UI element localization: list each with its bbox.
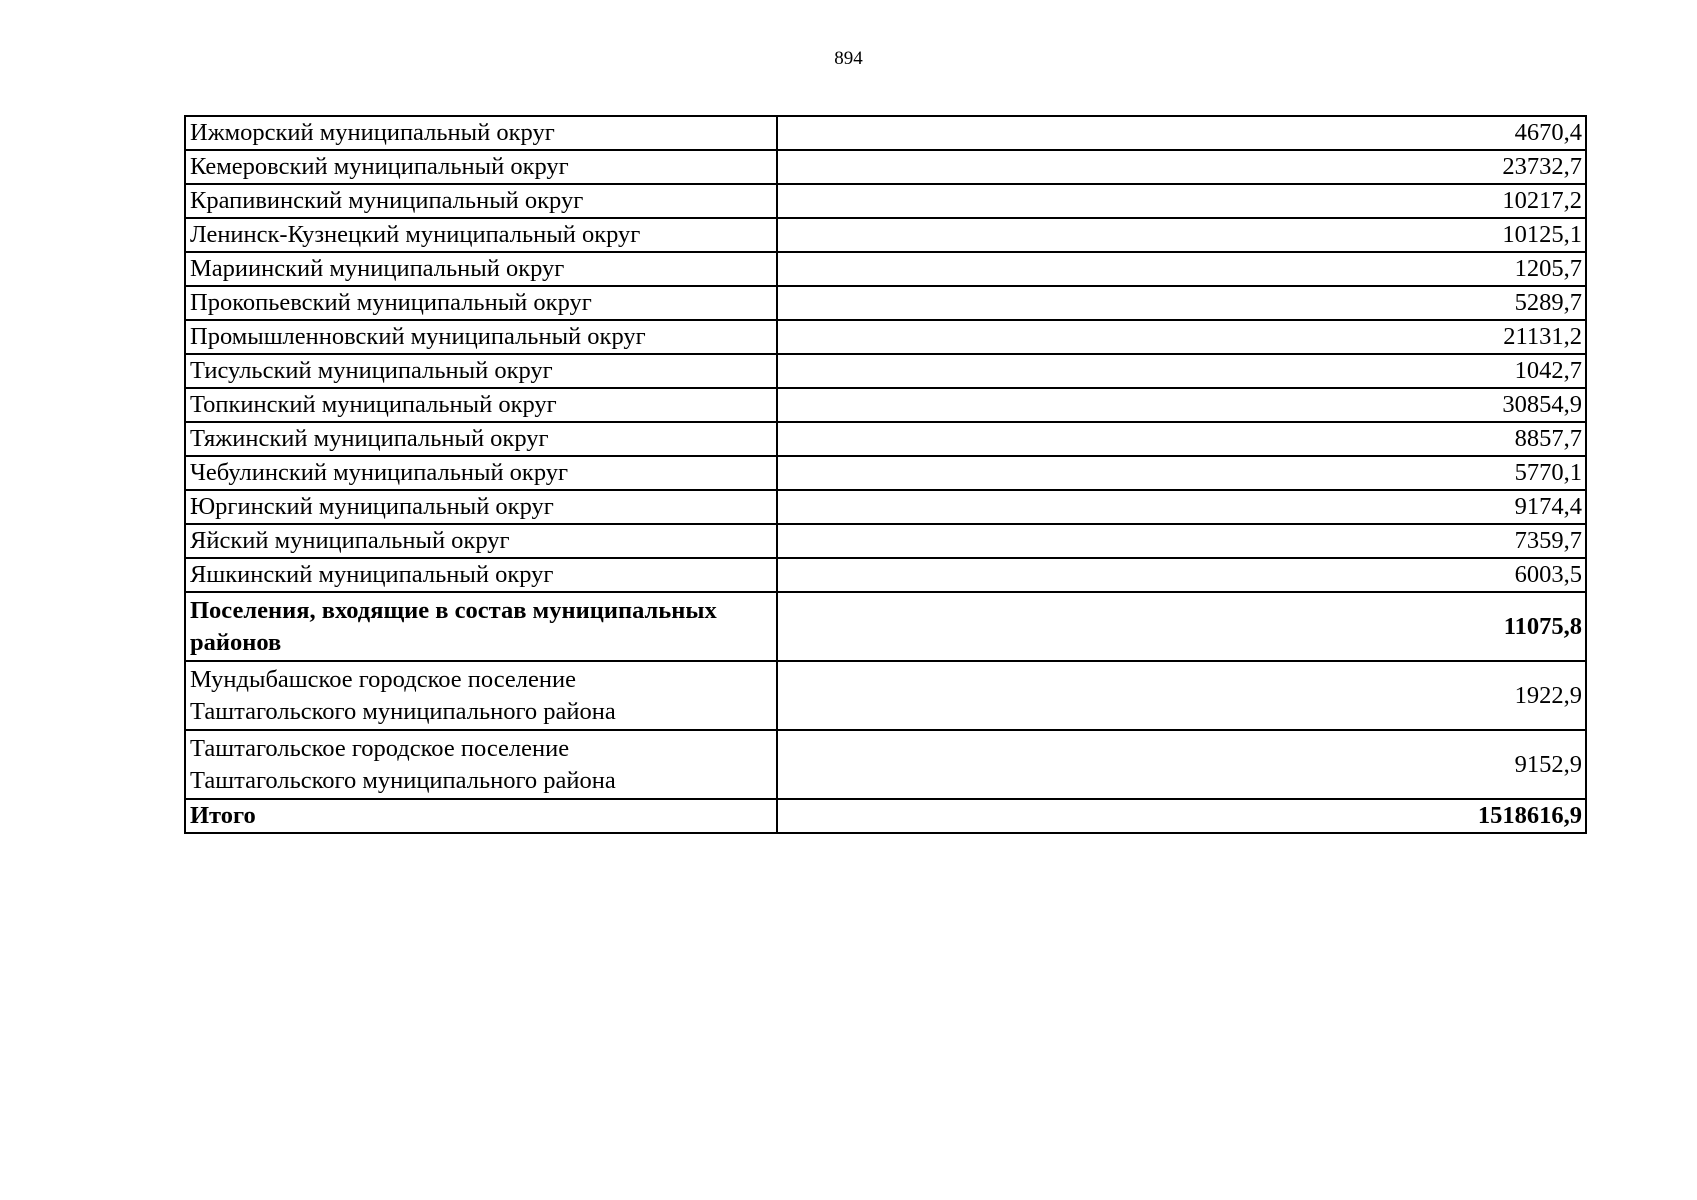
- amount-value: 21131,2: [777, 320, 1586, 354]
- total-label: Итого: [185, 799, 777, 833]
- municipality-name: Кемеровский муниципальный округ: [185, 150, 777, 184]
- municipality-name: Чебулинский муниципальный округ: [185, 456, 777, 490]
- section-subtotal-row: [185, 592, 1586, 661]
- table-row: [185, 730, 1586, 799]
- table-row: [185, 558, 1586, 592]
- municipality-name: Тяжинский муниципальный округ: [185, 422, 777, 456]
- table-row: [185, 184, 1586, 218]
- table-row: [185, 354, 1586, 388]
- settlement-name-line1: Мундыбашское городское поселение: [190, 665, 576, 693]
- municipality-name: Юргинский муниципальный округ: [185, 490, 777, 524]
- amount-value: 30854,9: [777, 388, 1586, 422]
- settlement-name: [185, 730, 777, 799]
- municipality-name: Крапивинский муниципальный округ: [185, 184, 777, 218]
- amount-value: 7359,7: [777, 524, 1586, 558]
- section-name: [185, 592, 777, 661]
- settlement-name-line2: Таштагольского муниципального района: [190, 697, 616, 725]
- table-row: [185, 456, 1586, 490]
- municipality-name: Ленинск-Кузнецкий муниципальный округ: [185, 218, 777, 252]
- municipality-name: Прокопьевский муниципальный округ: [185, 286, 777, 320]
- municipality-name: Яшкинский муниципальный округ: [185, 558, 777, 592]
- amount-value: 9174,4: [777, 490, 1586, 524]
- amount-value: 1922,9: [777, 661, 1586, 730]
- table-row: [185, 320, 1586, 354]
- total-value: 1518616,9: [777, 799, 1586, 833]
- table-row: [185, 116, 1586, 150]
- municipality-name: Тисульский муниципальный округ: [185, 354, 777, 388]
- amount-value: 8857,7: [777, 422, 1586, 456]
- table-row: [185, 490, 1586, 524]
- amount-value: 10125,1: [777, 218, 1586, 252]
- table-row: [185, 388, 1586, 422]
- municipality-name: Мариинский муниципальный округ: [185, 252, 777, 286]
- municipality-name: Ижморский муниципальный округ: [185, 116, 777, 150]
- table-row: [185, 524, 1586, 558]
- municipality-name: Яйский муниципальный округ: [185, 524, 777, 558]
- amount-value: 1205,7: [777, 252, 1586, 286]
- section-name-line2: районов: [190, 628, 282, 656]
- amount-value: 9152,9: [777, 730, 1586, 799]
- total-row: [185, 799, 1586, 833]
- section-name-line1: Поселения, входящие в состав муниципальных: [190, 596, 717, 624]
- settlement-name-line1: Таштагольское городское поселение: [190, 734, 570, 762]
- amount-value: 10217,2: [777, 184, 1586, 218]
- municipality-name: Топкинский муниципальный округ: [185, 388, 777, 422]
- settlement-name: [185, 661, 777, 730]
- table-row: [185, 286, 1586, 320]
- amount-value: 1042,7: [777, 354, 1586, 388]
- page-number: 894: [834, 48, 863, 69]
- table-row: [185, 661, 1586, 730]
- table-row: [185, 150, 1586, 184]
- municipality-name: Промышленновский муниципальный округ: [185, 320, 777, 354]
- amount-value: 4670,4: [777, 116, 1586, 150]
- settlement-name-line2: Таштагольского муниципального района: [190, 766, 616, 794]
- budget-table: [184, 115, 1587, 834]
- table-row: [185, 252, 1586, 286]
- amount-value: 5770,1: [777, 456, 1586, 490]
- amount-value: 5289,7: [777, 286, 1586, 320]
- table-row: [185, 218, 1586, 252]
- section-subtotal-value: 11075,8: [777, 592, 1586, 661]
- amount-value: 6003,5: [777, 558, 1586, 592]
- amount-value: 23732,7: [777, 150, 1586, 184]
- table-row: [185, 422, 1586, 456]
